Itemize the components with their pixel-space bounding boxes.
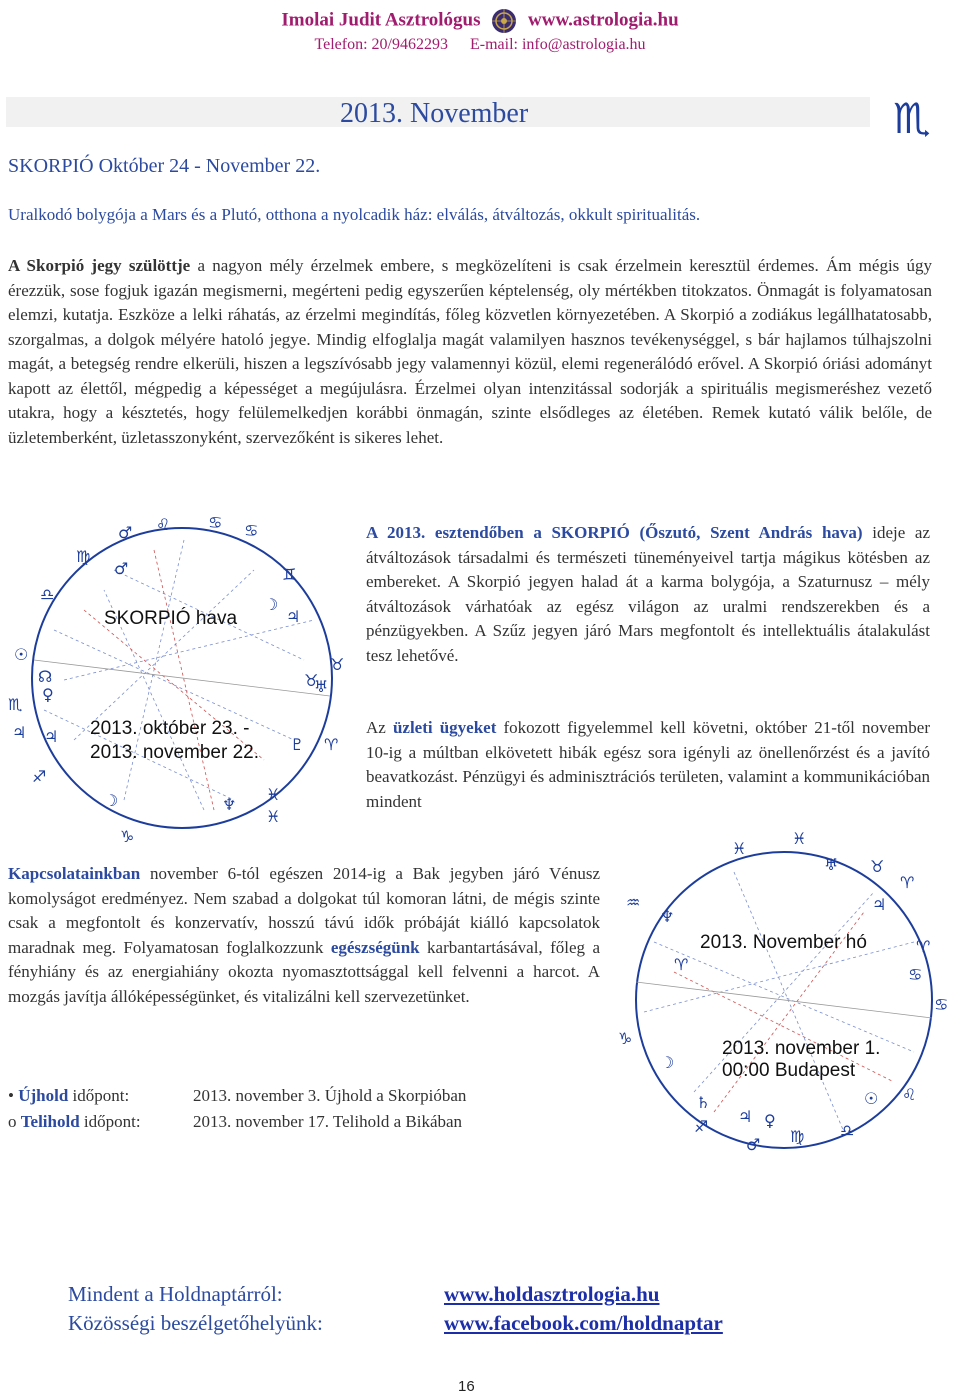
svg-text:♈: ♈ (900, 873, 915, 892)
footer-link-holdasztrologia[interactable]: www.holdasztrologia.hu (444, 1282, 660, 1306)
business-bold: üzleti ügyeket (392, 718, 497, 737)
svg-text:☽: ☽ (660, 1053, 675, 1072)
business-paragraph (366, 716, 930, 814)
chart2-axis-line (636, 982, 932, 1018)
new-moon-label-bold: Újhold (18, 1086, 69, 1105)
year-body: ideje az átváltozások társadalmi és természeti tüneményeivel tartja mágikus kötésben az embereket. A Skorpió jegyen halad át a karma bolygója, a Szaturnusz – mély átváltozások várhatóak az egész világon az uralmi rendszerekben és a pénzügyekben. A Szűz jegyen járó Mars megfontolt és intellektuális átalakulást tesz lehetővé. (366, 523, 931, 665)
svg-text:♐: ♐ (694, 1117, 709, 1136)
svg-text:☉: ☉ (864, 1089, 879, 1108)
svg-text:♀: ♀ (42, 685, 54, 704)
new-moon-bullet: • (8, 1086, 14, 1105)
new-moon-label: időpont: (68, 1086, 130, 1105)
svg-text:♃: ♃ (738, 1107, 753, 1126)
svg-text:♋: ♋ (934, 995, 949, 1014)
svg-text:♄: ♄ (696, 1093, 711, 1112)
svg-text:♑: ♑ (120, 827, 135, 846)
svg-text:♉: ♉ (304, 671, 319, 690)
svg-text:♋: ♋ (908, 965, 923, 984)
month-title: 2013. November (340, 98, 529, 129)
svg-text:♓: ♓ (266, 785, 281, 804)
svg-text:♆: ♆ (660, 907, 675, 926)
sign-dates: SKORPIÓ Október 24 - November 22. (8, 155, 321, 177)
footer-label-2: Közösségi beszélgetőhelyünk: (68, 1311, 323, 1335)
svg-text:♓: ♓ (732, 839, 747, 858)
svg-text:♓: ♓ (266, 807, 281, 826)
header-website[interactable]: www.astrologia.hu (528, 9, 679, 31)
chart2-label: 2013. November hó (700, 932, 867, 953)
svg-text:♌: ♌ (156, 515, 171, 534)
footer-labels (68, 1280, 323, 1338)
svg-text:♉: ♉ (870, 857, 885, 876)
header-author-line (0, 8, 960, 34)
svg-text:♑: ♑ (618, 1029, 633, 1048)
chart1-date2: 2013. november 22. (90, 742, 260, 763)
svg-text:♇: ♇ (290, 735, 305, 754)
chart1-aspect-lines (44, 540, 314, 810)
business-pre: Az (366, 718, 393, 737)
footer-link-facebook[interactable]: www.facebook.com/holdnaptar (444, 1311, 723, 1335)
chart2-date1: 2013. november 1. (722, 1038, 881, 1059)
header-author: Imolai Judit Asztrológus (281, 9, 481, 31)
svg-text:♃: ♃ (872, 895, 887, 914)
business-body: fokozott figyelemmel kell követni, október 21-től november 10-ig a múltban elkövetett hibák egész sora igényli az önellenőrzést és a javító beavatkozást. Pénzügyi és adminisztrációs területen, valamint a kommunikációban mindent (366, 718, 930, 811)
header-phone: Telefon: 20/9462293 (314, 36, 448, 53)
header-email[interactable]: E-mail: info@astrologia.hu (469, 36, 646, 53)
chart1-label: SKORPIÓ hava (104, 608, 238, 629)
svg-text:☽: ☽ (264, 595, 279, 614)
svg-text:♏: ♏ (8, 695, 23, 714)
full-moon-label: időpont: (79, 1112, 141, 1131)
svg-text:♀: ♀ (764, 1111, 776, 1130)
svg-text:♋: ♋ (244, 521, 259, 540)
chart1-glyphs (8, 513, 344, 846)
svg-text:♍: ♍ (76, 547, 91, 566)
svg-text:♒: ♒ (626, 893, 641, 912)
moon-phases (8, 1083, 466, 1135)
svg-text:♈: ♈ (916, 937, 931, 956)
relations-body2: karbantartásával, főleg a fényhiány és az energiahiány okozta nyomasztottsággal kell felvenni a harcot. A mozgás javítja állóképességünket, és vitalizálni kell szervezetünket. (8, 937, 600, 1006)
svg-text:♊: ♊ (282, 565, 297, 584)
svg-text:♍: ♍ (790, 1127, 805, 1146)
svg-text:♂: ♂ (114, 559, 129, 578)
intro-body: a nagyon mély érzelmek embere, s megközelíteni is csak érzelmein keresztül érdemes. Ám mégis úgy érezzük, sose fogjuk igazán megismerni, megérteni pedig egyszerűen képtelenség, oly mértékben titokzatos. Önmagát is folyamatosan elemzi, kutatja. Eszköze a lelki ráhatás, az érzelmi megindítás, főleg közvetlen környezetében. A Skorpió a zodiákus legállhatatosabb, szorgalmas, a dolgok mélyére hatoló jegye. Mindig elfoglalja magát valamilyen hasznos tevékenységgel, s bár hajlamos túlhajszolni magát, a betegség rendre elkerüli, hiszen a legszívósabb jegy valamennyi közül, elemi regenerálódó erővel. A Skorpió óriási adományt kapott az élettől, mégpedig a képességet a megújulásra. Érzelmei olyan intenzitással sodorják a spirituális megismeréshez vezető utakra, hogy a késztetés, hogy felülemelkedjen korábbi önmagán, szinte elsődleges az életében. Remek kutató válik belőle, de üzletemberként, üzletasszonyként, szervezőként is sikeres lehet. (8, 256, 933, 447)
svg-text:♓: ♓ (792, 832, 807, 848)
full-moon-bullet: o (8, 1112, 17, 1131)
scorpio-month-chart (4, 510, 360, 846)
header-contact-line (0, 36, 960, 54)
svg-text:☽: ☽ (104, 791, 119, 810)
svg-text:♈: ♈ (674, 955, 689, 974)
svg-text:♆: ♆ (222, 795, 237, 814)
svg-text:♌: ♌ (902, 1085, 917, 1104)
svg-text:♉: ♉ (330, 655, 345, 674)
relations-bold2: egészségünk (330, 937, 420, 957)
chart1-axis-line (34, 660, 330, 696)
november-month-chart (614, 832, 954, 1162)
new-moon-value: 2013. november 3. Újhold a Skorpióban (193, 1086, 467, 1105)
chart2-date2: 00:00 Budapest (722, 1060, 856, 1081)
chart1-date1: 2013. október 23. - (90, 718, 250, 739)
year-lead-a: A 2013. (366, 523, 426, 542)
footer-label-1: Mindent a Holdnaptárról: (68, 1282, 283, 1306)
year-paragraph (366, 521, 930, 668)
relations-bold1: Kapcsolatainkban (8, 864, 141, 883)
chart1-aspect-lines-red (84, 550, 264, 810)
full-moon-value: 2013. november 17. Telihold a Bikában (193, 1112, 463, 1131)
new-moon-row (8, 1083, 466, 1109)
relations-paragraph (8, 862, 600, 1009)
page-number: 16 (458, 1378, 475, 1395)
full-moon-label-bold: Telihold (20, 1112, 80, 1131)
svg-text:♅: ♅ (314, 677, 329, 696)
svg-text:♎: ♎ (840, 1121, 855, 1140)
footer-links (444, 1280, 723, 1338)
svg-text:♃: ♃ (286, 607, 301, 626)
intro-paragraph (8, 254, 932, 450)
astrology-wheel-logo-icon (491, 8, 517, 34)
svg-text:♐: ♐ (32, 767, 47, 786)
svg-text:♅: ♅ (824, 855, 839, 874)
relations-body1: november 6-tól egészen 2014-ig a Bak jegyben járó Vénusz komolyságot eredményez. Nem szabad a dolgokat túl komoran látni, de mégis szinte csak a megfontolt és konzervatív, hosszú távú idők próbáját kiálló kapcsolatok maradnak meg. Folyamatosan foglalkozzunk (8, 864, 600, 957)
svg-text:♎: ♎ (40, 585, 55, 604)
ruling-planets-line: Uralkodó bolygója a Mars és a Plutó, otthona a nyolcadik ház: elválás, átváltozás, okkult spiritualitás. (8, 205, 701, 224)
svg-text:♋: ♋ (208, 513, 223, 532)
scorpio-glyph-icon: ♏ (893, 94, 931, 143)
svg-text:♃: ♃ (44, 727, 59, 746)
svg-text:☊: ☊ (38, 667, 53, 686)
intro-lead: A Skorpió jegy szülöttje (8, 256, 191, 275)
svg-text:♈: ♈ (324, 735, 339, 754)
full-moon-row (8, 1109, 466, 1135)
year-lead-b: esztendőben a SKORPIÓ (Őszutó, Szent András hava) (425, 523, 863, 542)
svg-text:☉: ☉ (14, 645, 29, 664)
svg-text:♂: ♂ (118, 523, 133, 542)
svg-text:♃: ♃ (12, 723, 27, 742)
svg-text:♂: ♂ (746, 1135, 761, 1154)
